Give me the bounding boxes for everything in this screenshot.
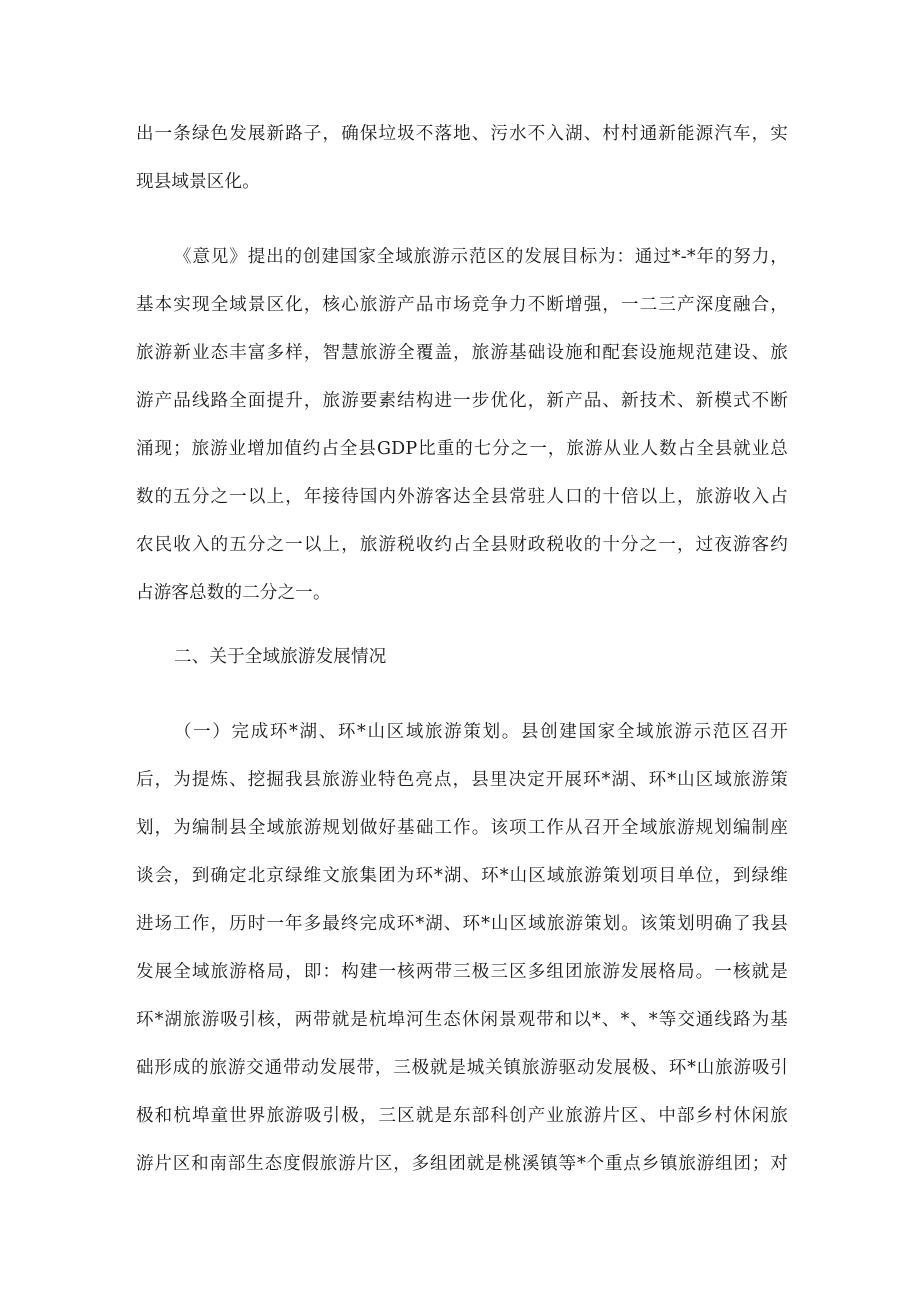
- paragraph-line: 谈会，到确定北京绿维文旅集团为环*湖、环*山区域旅游策划项目单位，到绿维: [136, 866, 788, 886]
- paragraph-line: 出一条绿色发展新路子，确保垃圾不落地、污水不入湖、村村通新能源汽车，实: [136, 124, 788, 144]
- paragraph-line: 占游客总数的二分之一。: [136, 583, 331, 603]
- paragraph-line: 础形成的旅游交通带动发展带，三极就是城关镇旅游驱动发展极、环*山旅游吸引: [136, 1058, 788, 1078]
- paragraph-line: 环*湖旅游吸引核，两带就是杭埠河生态休闲景观带和以*、*、*等交通线路为基: [136, 1010, 788, 1030]
- paragraph-line: 划，为编制县全域旅游规划做好基础工作。该项工作从召开全域旅游规划编制座: [136, 818, 788, 838]
- paragraph-line: 后，为提炼、挖掘我县旅游业特色亮点，县里决定开展环*湖、环*山区域旅游策: [136, 770, 788, 790]
- paragraph-line: 数的五分之一以上，年接待国内外游客达全县常驻人口的十倍以上，旅游收入占: [136, 487, 788, 507]
- paragraph-line: 游产品线路全面提升，旅游要素结构进一步优化，新产品、新技术、新模式不断: [136, 391, 788, 411]
- paragraph-line: 基本实现全域景区化，核心旅游产品市场竞争力不断增强，一二三产深度融合，: [136, 295, 788, 315]
- paragraph-line: 《意见》提出的创建国家全域旅游示范区的发展目标为：通过*-*年的努力，: [174, 247, 788, 267]
- paragraph-line: 农民收入的五分之一以上，旅游税收约占全县财政税收的十分之一，过夜游客约: [136, 535, 788, 555]
- paragraph-line: 极和杭埠童世界旅游吸引极，三区就是东部科创产业旅游片区、中部乡村休闲旅: [136, 1106, 788, 1126]
- paragraph-line: 涌现；旅游业增加值约占全县GDP比重的七分之一，旅游从业人数占全县就业总: [136, 439, 788, 459]
- paragraph-line: 现县域景区化。: [136, 172, 260, 192]
- paragraph-line: 游片区和南部生态度假旅游片区，多组团就是桃溪镇等*个重点乡镇旅游组团；对: [136, 1154, 788, 1174]
- paragraph-line: （一）完成环*湖、环*山区域旅游策划。县创建国家全域旅游示范区召开: [174, 722, 788, 742]
- section-heading: 二、关于全域旅游发展情况: [174, 647, 387, 667]
- paragraph-line: 进场工作，历时一年多最终完成环*湖、环*山区域旅游策划。该策划明确了我县: [136, 914, 788, 934]
- paragraph-line: 旅游新业态丰富多样，智慧旅游全覆盖，旅游基础设施和配套设施规范建设、旅: [136, 343, 788, 363]
- paragraph-line: 发展全域旅游格局，即：构建一核两带三极三区多组团旅游发展格局。一核就是: [136, 962, 788, 982]
